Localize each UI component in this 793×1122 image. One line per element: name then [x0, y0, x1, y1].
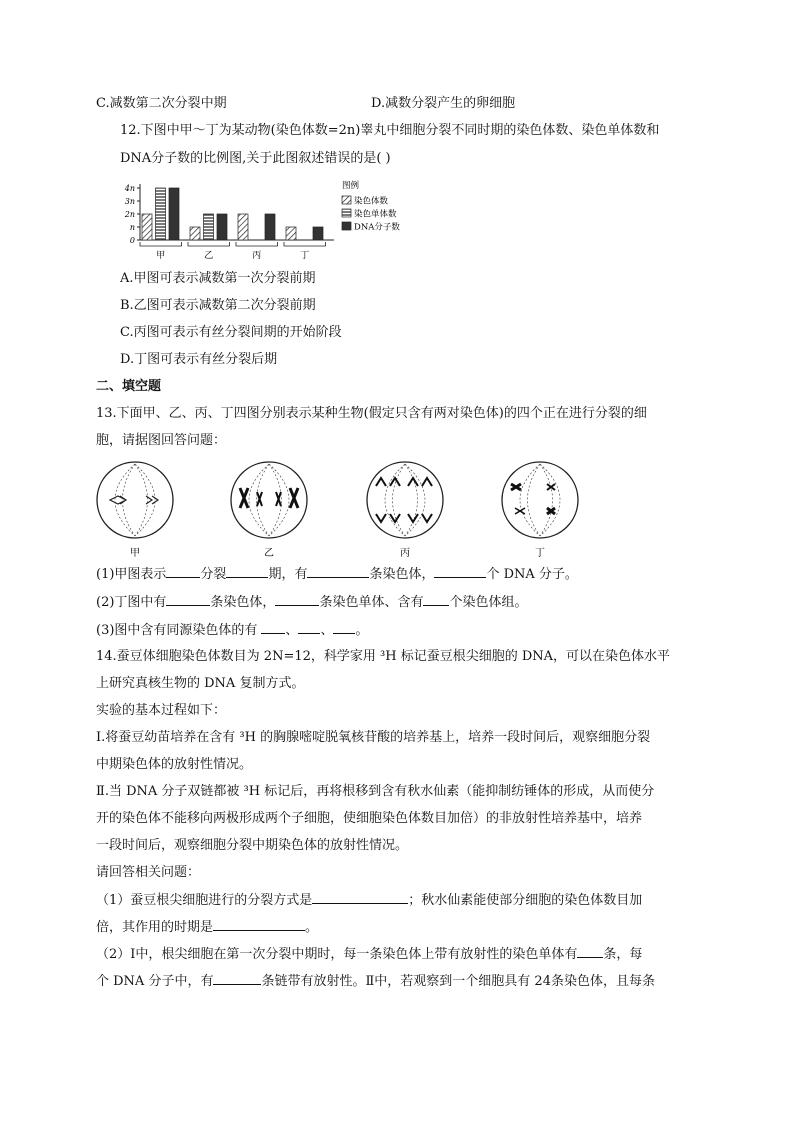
q14-a1-text-d: 。: [305, 920, 319, 935]
q14-step1-line1: Ⅰ.将蚕豆幼苗培养在含有 ³H 的胸腺嘧啶脱氧核苷酸的培养基上，培养一段时间后，观察细胞分裂: [96, 730, 651, 745]
cell-label-yi: 乙: [264, 548, 274, 559]
q14-a1-blank-2[interactable]: [213, 918, 305, 931]
q14-line1: 14.蚕豆体细胞染色体数目为 2N=12，科学家用 ³H 标记蚕豆根尖细胞的 DNA，可以在染色体水平: [96, 649, 671, 664]
q12-option-c: C.丙图可表示有丝分裂间期的开始阶段: [120, 325, 342, 340]
q13-p2-text-b: 条染色体，: [210, 595, 276, 610]
cell-jia: [97, 462, 173, 559]
q12-option-b: B.乙图可表示减数第二次分裂前期: [120, 298, 316, 313]
q13-stem-line2: 胞，请据图回答问题：: [96, 433, 227, 448]
category-label: 甲: [156, 251, 166, 261]
q14-a1-text-c: 倍，其作用的时期是: [96, 920, 214, 935]
cell-yi: [231, 462, 307, 559]
q13-p1-text-b: 分裂: [200, 567, 227, 582]
q14-answer1-line2: [96, 918, 318, 937]
category-bracket: [188, 242, 230, 246]
q13-part2: [96, 593, 527, 612]
legend-label: 染色体数: [354, 196, 389, 207]
q12-stem-line1: 12.下图中甲～丁为某动物(染色体数=2n)睾丸中细胞分裂不同时期的染色体数、染色单体数和: [120, 123, 660, 138]
q13-p1-text-e: 个 DNA 分子。: [486, 567, 578, 582]
q13-p3-blank-1[interactable]: [261, 621, 285, 634]
y-tick-label: 3n: [124, 197, 135, 206]
legend-swatch: [342, 209, 351, 217]
q14-process-intro: 实验的基本过程如下：: [96, 703, 227, 718]
q11-option-d: D.减数分裂产生的卵细胞: [371, 96, 516, 111]
bar-丙-染色体数: [238, 214, 248, 240]
q13-p1-blank-4[interactable]: [434, 565, 486, 578]
q13-p3-sep-1: 、: [285, 623, 299, 638]
q13-p2-text-d: 个染色体组。: [449, 595, 528, 610]
bar-丁-染色体数: [286, 227, 296, 240]
q13-part1: [96, 565, 578, 584]
section2-heading: 二、填空题: [96, 379, 162, 394]
y-tick-label: 2n: [124, 210, 135, 219]
q14-a1-text-a: （1）蚕豆根尖细胞进行的分裂方式是: [96, 893, 313, 908]
q14-answer2-line1: [96, 945, 642, 964]
q13-p1-blank-3[interactable]: [307, 565, 369, 578]
q13-part3: [96, 621, 368, 640]
q13-stem-line1: 13.下面甲、乙、丙、丁四图分别表示某种生物(假定只含有两对染色体)的四个正在进行分裂的细: [96, 406, 647, 421]
q13-p1-text-d: 条染色体，: [369, 567, 435, 582]
q14-a2-blank-2[interactable]: [213, 972, 261, 985]
q12-option-d: D.丁图可表示有丝分裂后期: [120, 352, 278, 367]
q12-stem-line2: DNA分子数的比例图,关于此图叙述错误的是( ): [120, 151, 391, 166]
bar-乙-染色体数: [190, 227, 200, 240]
q14-a1-blank-1[interactable]: [312, 891, 408, 904]
legend-label: DNA分子数: [354, 222, 400, 233]
bar-甲-染色单体数: [156, 188, 166, 240]
bar-乙-染色单体数: [204, 214, 214, 240]
q13-p3-blank-2[interactable]: [298, 621, 320, 634]
q12-option-a: A.甲图可表示减数第一次分裂前期: [120, 271, 316, 286]
q14-line2: 上研究真核生物的 DNA 复制方式。: [96, 676, 305, 691]
q14-step2-line1: Ⅱ.当 DNA 分子双链都被 ³H 标记后，再将根移到含有秋水仙素（能抑制纺锤体的形成，从而使分: [96, 784, 655, 799]
q14-step2-line3: 一段时间后，观察细胞分裂中期染色体的放射性情况。: [96, 838, 409, 853]
q13-p1-text-c: 期，有: [268, 567, 308, 582]
bar-甲-DNA分子数: [169, 188, 179, 240]
q13-p1-blank-2[interactable]: [226, 565, 268, 578]
q13-p3-text-a: (3)图中含有同源染色体的有: [96, 623, 258, 638]
bar-丙-DNA分子数: [265, 214, 275, 240]
category-label: 丙: [252, 251, 262, 261]
bar-丁-DNA分子数: [313, 227, 323, 240]
q11-option-c: C.减数第二次分裂中期: [96, 96, 227, 111]
y-tick-label: 4n: [124, 184, 135, 193]
q14-ask: 请回答相关问题：: [96, 865, 201, 880]
q14-answer2-line2: [96, 972, 655, 991]
y-tick-label: n: [129, 223, 135, 232]
q14-answer1-line1: [96, 891, 642, 910]
legend-swatch: [342, 196, 351, 204]
q12-bar-chart: [112, 178, 422, 264]
q14-a2-text-c: 个 DNA 分子中，有: [96, 974, 214, 989]
q14-step2-line2: 开的染色体不能移向两极形成两个子细胞，使细胞染色体数目加倍）的非放射性培养基中，培养: [96, 811, 643, 826]
legend-title: 图例: [342, 181, 360, 191]
cell-bing: [367, 462, 443, 559]
bar-乙-DNA分子数: [217, 214, 227, 240]
category-bracket: [140, 242, 182, 246]
cell-label-bing: 丙: [400, 548, 410, 559]
cell-ding: [502, 462, 578, 559]
q13-p2-blank-3[interactable]: [423, 593, 449, 606]
q13-p3-sep-2: 、: [320, 623, 334, 638]
q14-a2-blank-1[interactable]: [577, 945, 603, 958]
bar-甲-染色体数: [142, 214, 152, 240]
q13-p2-text-c: 条染色单体、含有: [319, 595, 424, 610]
q13-cell-diagrams: [90, 458, 590, 562]
q14-a2-text-d: 条链带有放射性。Ⅱ中，若观察到一个细胞具有 24条染色体，且每条: [261, 974, 655, 989]
q13-p2-blank-2[interactable]: [275, 593, 319, 606]
category-label: 丁: [300, 251, 310, 261]
q14-a2-text-a: （2）Ⅰ中，根尖细胞在第一次分裂中期时，每一条染色体上带有放射性的染色单体有: [96, 947, 578, 962]
q13-p2-text-a: (2)丁图中有: [96, 595, 167, 610]
q13-p3-blank-3[interactable]: [333, 621, 355, 634]
q14-a2-text-b: 条，每: [603, 947, 643, 962]
q14-a1-text-b: ；秋水仙素能使部分细胞的染色体数目加: [408, 893, 643, 908]
legend-label: 染色单体数: [354, 209, 397, 220]
cell-label-jia: 甲: [130, 548, 140, 559]
q13-p2-blank-1[interactable]: [166, 593, 210, 606]
q13-p1-blank-1[interactable]: [166, 565, 200, 578]
cell-label-ding: 丁: [535, 548, 545, 559]
q13-p1-text-a: (1)甲图表示: [96, 567, 167, 582]
q14-step1-line2: 中期染色体的放射性情况。: [96, 757, 253, 772]
y-tick-label: 0: [129, 236, 135, 245]
q13-p3-end: 。: [355, 623, 369, 638]
legend-swatch: [342, 222, 351, 230]
category-bracket: [284, 242, 326, 246]
category-bracket: [236, 242, 278, 246]
category-label: 乙: [204, 251, 214, 261]
